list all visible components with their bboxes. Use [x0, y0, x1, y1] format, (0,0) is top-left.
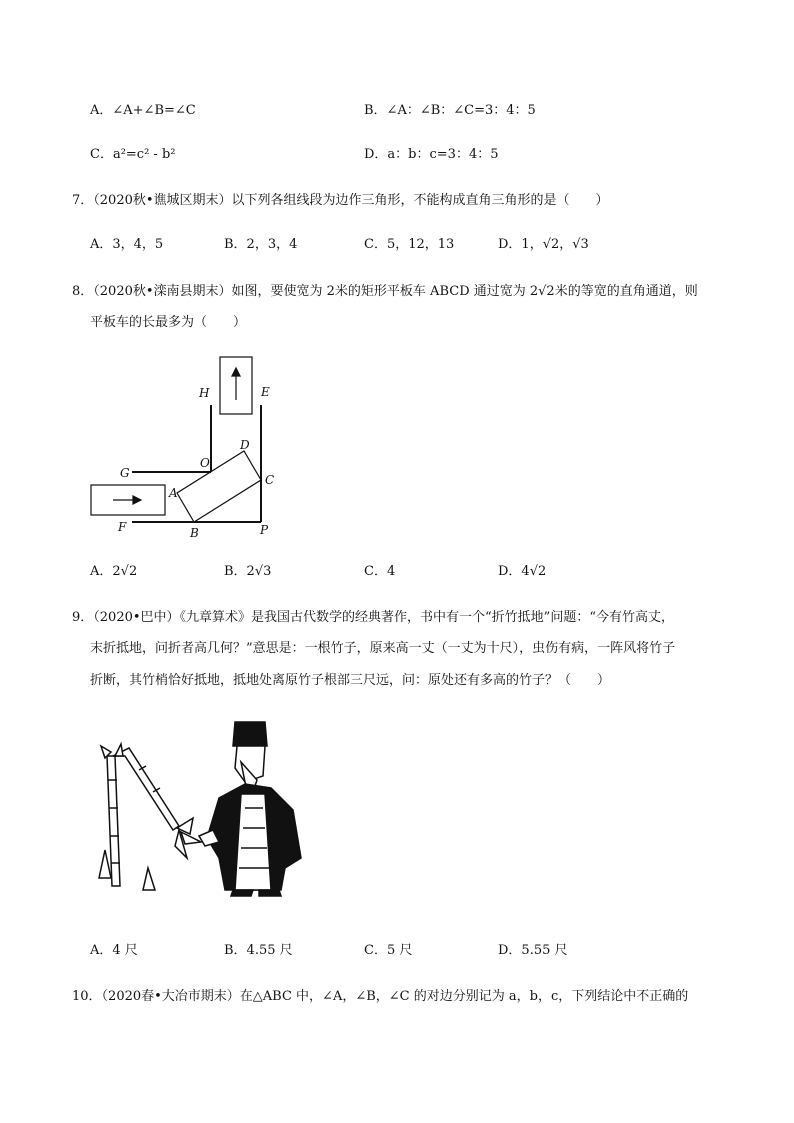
label-c: C — [265, 473, 275, 487]
label-f: F — [118, 520, 127, 534]
q9-option-c: C．5 尺 — [364, 943, 413, 958]
q8-option-a: A．2√2 — [90, 564, 138, 579]
q9-option-b: B．4.55 尺 — [224, 943, 293, 958]
q6-option-c: C．a²=c² - b² — [90, 147, 176, 162]
q9-option-a: A．4 尺 — [90, 943, 138, 958]
q6-option-b: B．∠A：∠B：∠C=3：4：5 — [364, 103, 536, 118]
q7-option-c: C．5，12，13 — [364, 237, 455, 252]
q7-option-d: D．1，√2，√3 — [498, 237, 589, 252]
q9-stem-line3: 折断，其竹梢恰好抵地，抵地处离原竹子根部三尺远，问：原处还有多高的竹子？（ ） — [90, 673, 611, 688]
label-p: P — [260, 523, 269, 537]
label-e: E — [261, 385, 270, 399]
q6-option-a: A．∠A+∠B=∠C — [90, 103, 196, 118]
label-b: B — [190, 526, 199, 540]
q9-option-d: D．5.55 尺 — [498, 943, 568, 958]
q8-option-b: B．2√3 — [224, 564, 272, 579]
q8-stem-line1: 8．（2020秋•滦南县期末）如图，要使宽为 2米的矩形平板车 ABCD 通过宽为 2√2米的等宽的直角通道，则 — [72, 284, 698, 299]
q8-option-d: D．4√2 — [498, 564, 547, 579]
label-g: G — [120, 466, 130, 480]
scholar-bamboo-illustration — [95, 718, 310, 898]
q8-option-c: C．4 — [364, 564, 396, 579]
q7-option-a: A．3，4，5 — [90, 237, 164, 252]
label-a: A — [169, 486, 178, 500]
q7-stem: 7．（2020秋•谯城区期末）以下列各组线段为边作三角形，不能构成直角三角形的是（ ） — [72, 193, 609, 208]
q9-stem-line2: 末折抵地，问折者高几何？”意思是：一根竹子，原来高一丈（一丈为十尺），虫伤有病，一阵风将竹子 — [90, 641, 676, 656]
q7-option-b: B．2，3，4 — [224, 237, 298, 252]
q8-stem-line2: 平板车的长最多为（ ） — [90, 315, 247, 330]
label-h: H — [199, 386, 210, 400]
q9-stem-line1: 9．（2020•巴中）《九章算术》是我国古代数学的经典著作，书中有一个“折竹抵地”问题：“今有竹高丈， — [72, 610, 674, 625]
label-o: O — [200, 456, 210, 470]
q10-stem: 10．（2020春•大冶市期末）在△ABC 中，∠A，∠B，∠C 的对边分别记为 a，b，c，下列结论中不正确的 — [72, 989, 689, 1004]
label-d: D — [240, 438, 250, 452]
q8-corridor-figure — [85, 350, 285, 545]
q6-option-d: D．a：b：c=3：4：5 — [364, 147, 499, 162]
